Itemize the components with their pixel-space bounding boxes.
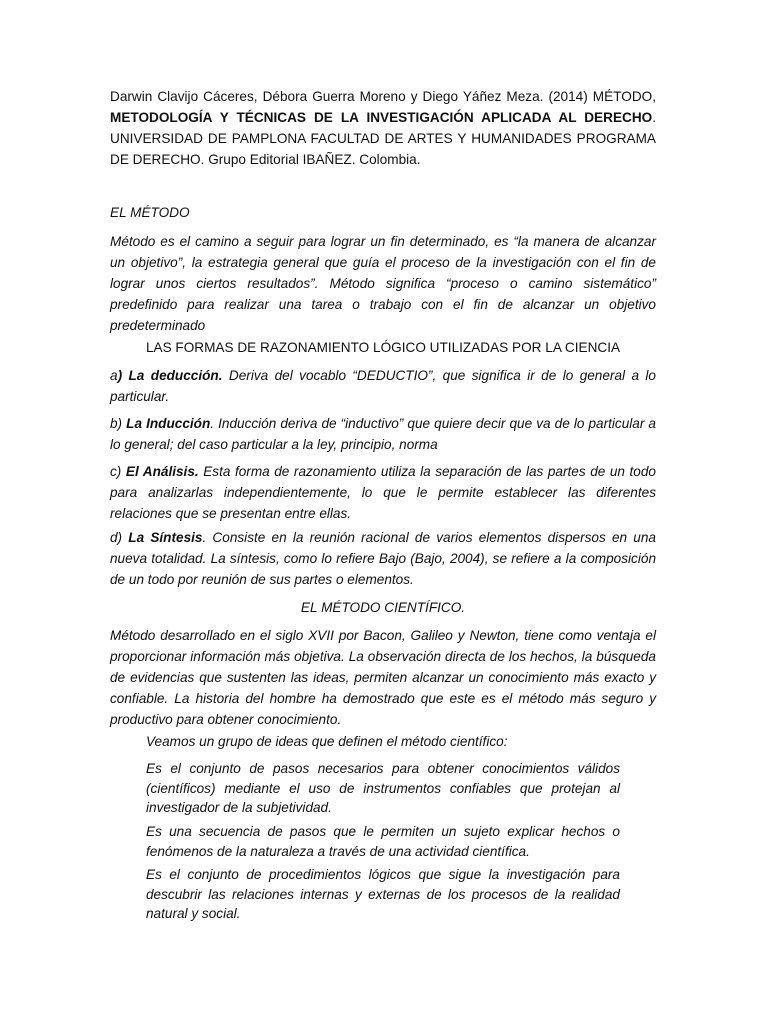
item-prefix: b)	[110, 416, 127, 431]
citation-authors: Darwin Clavijo Cáceres, Débora Guerra Moreno y Diego Yáñez Meza. (2014) MÉTODO,	[110, 89, 656, 104]
formas-item-b	[110, 413, 656, 455]
definition-item: Es una secuencia de pasos que le permiten un sujeto explicar hechos o fenómenos de la naturaleza a través de una actividad científica.	[146, 824, 620, 859]
metodo-body: Método es el camino a seguir para lograr un fin determinado, es “la manera de alcanzar un objetivo”, la estrategia general que guía el proceso de la investigación con el fin de lograr unos ciertos resultados”. Método significa “proceso o camino sistemático” predefinido para realizar una tarea o trabajo con el fin de alcanzar un objetivo predeterminado	[110, 234, 656, 333]
citation-paragraph	[110, 86, 656, 170]
item-text: . Consiste en la reunión racional de varios elementos dispersos en una nueva totalidad. La síntesis, como lo refiere Bajo (Bajo, 2004), se refiere a la composición de un todo por reunión de sus partes o elementos.	[110, 530, 656, 587]
formas-item-a	[110, 365, 656, 407]
definition-item: Es el conjunto de procedimientos lógicos que sigue la investigación para descubrir las relaciones internas y externas de los procesos de la realidad natural y social.	[146, 867, 620, 921]
item-prefix: c)	[110, 464, 126, 479]
citation-rest: . UNIVERSIDAD DE PAMPLONA FACULTAD DE ARTES Y HUMANIDADES PROGRAMA DE DERECHO. Grupo Editorial IBAÑEZ. Colombia.	[110, 110, 656, 167]
formas-heading: LAS FORMAS DE RAZONAMIENTO LÓGICO UTILIZADAS POR LA CIENCIA	[145, 340, 621, 355]
item-text: Esta forma de razonamiento utiliza la separación de las partes de un todo para analizarlas independientemente, lo que le permite establecer las diferentes relaciones que se presentan entre ellas.	[110, 464, 656, 521]
metodo-heading: EL MÉTODO	[110, 205, 190, 220]
item-term: El Análisis.	[125, 464, 199, 479]
formas-item-c	[110, 461, 656, 524]
item-term: ) La deducción.	[117, 368, 223, 383]
item-term: La Síntesis	[128, 530, 203, 545]
item-text: Deriva del vocablo “DEDUCTIO”, que significa ir de lo general a lo particular.	[110, 368, 656, 404]
item-text: . Inducción deriva de “inductivo” que quiere decir que va de lo particular a lo general; del caso particular a la ley, principio, norma	[110, 416, 656, 452]
definition-item: Es el conjunto de pasos necesarios para obtener conocimientos válidos (científicos) mediante el uso de instrumentos confiables que protejan al investigador de la subjetividad.	[146, 761, 620, 815]
citation-title: METODOLOGÍA Y TÉCNICAS DE LA INVESTIGACIÓN APLICADA AL DERECHO	[110, 110, 653, 125]
item-term: La Inducción	[126, 416, 211, 431]
formas-item-d	[110, 527, 656, 590]
cientifico-intro: Veamos un grupo de ideas que definen el método científico:	[146, 734, 508, 749]
item-prefix: d)	[110, 530, 129, 545]
cientifico-heading: EL MÉTODO CIENTÍFICO.	[300, 600, 466, 615]
cientifico-body: Método desarrollado en el siglo XVII por Bacon, Galileo y Newton, tiene como ventaja el proporcionar información más objetiva. La observación directa de los hechos, la búsqueda de evidencias que sustenten las ideas, permiten alcanzar un conocimiento más exacto y confiable. La historia del hombre ha demostrado que este es el método más seguro y productivo para obtener conocimiento.	[110, 628, 656, 727]
item-prefix: a	[110, 368, 118, 383]
